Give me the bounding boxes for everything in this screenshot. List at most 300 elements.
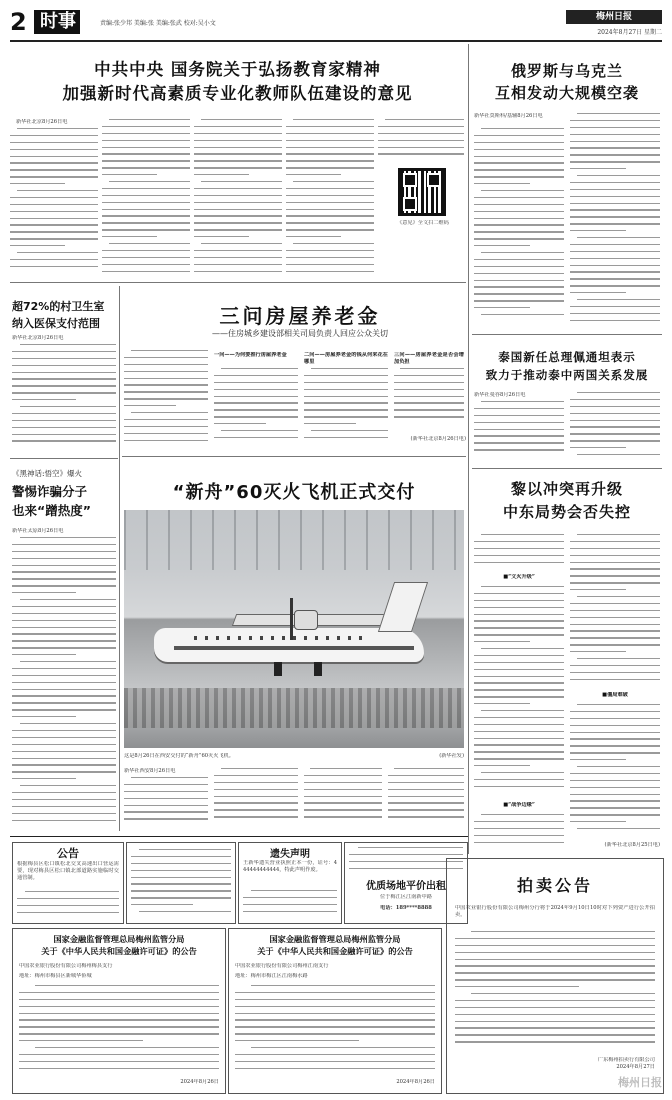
text-line: [474, 562, 564, 563]
text-line: [474, 286, 564, 287]
auction-body-lines: [455, 931, 655, 1051]
housing-source: (新华社北京8月26日电): [410, 436, 466, 442]
text-line: [12, 392, 116, 393]
text-line: [474, 655, 564, 656]
text-line: [131, 890, 231, 891]
text-line: [474, 614, 564, 615]
text-line: [221, 368, 298, 369]
text-line: [304, 389, 388, 390]
text-line: [570, 399, 660, 400]
text-line: [12, 351, 116, 352]
editor-credits: 责编:张少邦 美编:张 美编:张武 校对:吴小文: [100, 20, 216, 27]
text-line: [12, 613, 116, 614]
text-line: [194, 188, 282, 189]
text-line: [235, 1040, 359, 1041]
regulator-notice-1: [12, 928, 226, 1094]
text-line: [388, 809, 464, 810]
text-line: [221, 768, 298, 769]
text-line: [102, 153, 190, 154]
text-line: [19, 1033, 219, 1034]
regulator-notice-1-title-line1: 国家金融监督管理总局梅州监管分局: [53, 934, 185, 944]
text-line: [304, 775, 382, 776]
text-line: [304, 796, 382, 797]
text-line: [474, 162, 564, 163]
text-line: [286, 209, 374, 210]
text-line: [17, 912, 119, 913]
text-line: [194, 250, 282, 251]
text-line: [388, 775, 464, 776]
fraud-dateline: 新华社太原8月26日电: [12, 528, 64, 534]
text-line: [474, 696, 564, 697]
regulator-notice-1-address: 地址：梅州市梅县区新城华侨城: [19, 973, 92, 979]
text-line: [474, 662, 564, 663]
text-line: [12, 813, 116, 814]
text-line: [474, 835, 564, 836]
text-line: [455, 1007, 655, 1008]
text-line: [570, 711, 660, 712]
text-line: [570, 147, 660, 148]
text-line: [474, 142, 564, 143]
thai-headline-line1: 泰国新任总理佩通坦表示: [498, 350, 636, 364]
text-line: [194, 140, 282, 141]
housing-title: 三问房屋养老金: [219, 304, 381, 328]
text-line: [102, 257, 190, 258]
text-line: [378, 126, 464, 127]
side1-dateline: 新华社莫斯科/基辅8月26日电: [474, 113, 543, 119]
text-line: [286, 271, 374, 272]
text-line: [20, 785, 116, 786]
thai-body-col1: [474, 401, 564, 461]
text-line: [570, 306, 660, 307]
text-line: [474, 449, 564, 450]
text-line: [10, 156, 98, 157]
text-line: [10, 224, 98, 225]
text-line: [10, 149, 98, 150]
text-line: [102, 215, 190, 216]
text-line: [10, 259, 98, 260]
text-line: [304, 396, 388, 397]
text-line: [570, 738, 660, 739]
text-line: [455, 1000, 655, 1001]
text-line: [577, 237, 660, 238]
housing-subtitle: ——住房城乡建设部相关司局负责人回应公众关切: [212, 329, 388, 338]
text-line: [12, 764, 116, 765]
text-line: [102, 188, 190, 189]
aircraft-caption: 这是8月26日在西安交付的“新舟”60灭火飞机。: [124, 753, 234, 759]
housing-q3: 三问——房屋养老金是否会增加负担: [394, 352, 464, 365]
text-line: [12, 434, 116, 435]
israel-body-col1c: [474, 814, 564, 850]
text-line: [124, 791, 208, 792]
israel-headline-line1: 黎以冲突再升级: [510, 480, 623, 498]
regulator-notice-1-org: 中国农业银行股份有限公司梅州梅县支行: [19, 963, 113, 969]
text-line: [570, 230, 626, 231]
text-line: [474, 300, 564, 301]
text-line: [124, 405, 176, 406]
text-line: [251, 1047, 435, 1048]
text-line: [286, 188, 374, 189]
text-line: [17, 898, 119, 899]
text-line: [131, 904, 193, 905]
auction-title: 拍卖公告: [516, 876, 593, 895]
text-line: [474, 765, 530, 766]
text-line: [12, 689, 116, 690]
text-line: [194, 264, 282, 265]
fraud-body: [12, 537, 116, 827]
text-line: [400, 368, 464, 369]
text-line: [570, 759, 626, 760]
text-line: [10, 218, 98, 219]
text-line: [20, 599, 116, 600]
text-line: [394, 382, 464, 383]
notice-box: [12, 842, 124, 924]
text-line: [19, 1054, 219, 1055]
text-line: [194, 126, 282, 127]
text-line: [20, 661, 116, 662]
aircraft-body-col3: [304, 768, 382, 829]
israel-headline-line2: 中东局势会否失控: [502, 503, 631, 521]
text-line: [12, 427, 116, 428]
text-line: [394, 416, 464, 417]
paper-logo-text: 梅州日报: [595, 12, 632, 22]
auction-signoff: 广东梅州拍卖行有限公司 2024年8月27日: [597, 1057, 655, 1070]
text-line: [194, 271, 282, 272]
text-line: [455, 1021, 655, 1022]
text-line: [124, 784, 208, 785]
text-line: [570, 168, 626, 169]
text-line: [577, 766, 660, 767]
regulator-notice-2-address: 地址：梅州市梅江区江南梅水路: [235, 973, 308, 979]
regulator-notice-2-lines: [235, 985, 435, 1075]
text-line: [102, 250, 190, 251]
text-line: [20, 537, 116, 538]
text-line: [201, 181, 282, 182]
text-line: [570, 271, 660, 272]
text-line: [235, 999, 435, 1000]
text-line: [286, 264, 374, 265]
text-line: [570, 320, 660, 321]
text-line: [19, 1013, 219, 1014]
text-line: [570, 251, 660, 252]
text-line: [124, 371, 208, 372]
text-line: [570, 624, 660, 625]
lead-body-col5: [378, 119, 464, 163]
israel-subhead-1: ■“文火升级”: [503, 574, 535, 580]
text-line: [12, 620, 116, 621]
text-line: [214, 375, 298, 376]
text-line: [378, 147, 464, 148]
text-line: [109, 181, 190, 182]
text-line: [19, 992, 219, 993]
text-line: [570, 603, 660, 604]
text-line: [471, 993, 655, 994]
hangar-crowd: [124, 688, 464, 728]
text-line: [455, 986, 579, 987]
text-line: [12, 654, 76, 655]
text-line: [570, 244, 660, 245]
text-line: [570, 582, 660, 583]
text-line: [474, 224, 564, 225]
text-line: [570, 161, 660, 162]
text-line: [304, 409, 388, 410]
text-line: [194, 257, 282, 258]
notice-body-lines: [17, 891, 119, 921]
text-line: [235, 1054, 435, 1055]
text-line: [570, 651, 626, 652]
text-line: [286, 236, 341, 237]
text-line: [474, 682, 564, 683]
text-line: [194, 202, 282, 203]
side2-bottom-rule: [10, 458, 118, 459]
text-line: [570, 780, 660, 781]
text-line: [474, 231, 564, 232]
text-line: [474, 738, 564, 739]
text-line: [25, 891, 119, 892]
text-line: [131, 883, 231, 884]
text-line: [124, 818, 208, 819]
text-line: [311, 368, 388, 369]
text-line: [109, 119, 190, 120]
text-line: [286, 140, 374, 141]
text-line: [286, 215, 374, 216]
text-line: [235, 1019, 435, 1020]
text-line: [570, 725, 660, 726]
aircraft-credit: (新华社发): [439, 753, 464, 759]
text-line: [577, 704, 660, 705]
text-line: [214, 816, 298, 817]
text-line: [102, 195, 190, 196]
text-line: [214, 796, 298, 797]
text-line: [10, 142, 98, 143]
text-line: [570, 216, 660, 217]
text-line: [214, 802, 298, 803]
text-line: [570, 313, 660, 314]
text-line: [235, 1033, 435, 1034]
text-line: [304, 402, 388, 403]
text-line: [131, 863, 231, 864]
text-line: [474, 703, 530, 704]
lead-body-col4: [286, 119, 374, 278]
text-line: [570, 189, 660, 190]
text-line: [194, 236, 249, 237]
text-line: [474, 744, 564, 745]
side1-bottom-rule: [472, 334, 662, 335]
text-line: [385, 119, 464, 120]
text-line: [570, 426, 660, 427]
text-line: [474, 669, 564, 670]
text-line: [570, 794, 660, 795]
lead-headline-line1: 中共中央 国务院关于弘扬教育家精神: [94, 60, 381, 79]
text-line: [12, 716, 76, 717]
text-line: [286, 202, 374, 203]
text-line: [214, 409, 298, 410]
text-line: [286, 153, 374, 154]
text-line: [12, 571, 116, 572]
text-line: [19, 1006, 219, 1007]
text-line: [12, 675, 116, 676]
text-line: [20, 723, 116, 724]
text-line: [286, 250, 374, 251]
text-line: [570, 575, 660, 576]
text-line: [35, 985, 219, 986]
text-line: [481, 648, 564, 649]
text-line: [102, 160, 190, 161]
text-line: [10, 169, 98, 170]
text-line: [12, 702, 116, 703]
text-line: [474, 600, 564, 601]
text-line: [474, 717, 564, 718]
text-line: [474, 211, 564, 212]
right-column-divider: [468, 44, 469, 854]
israel-headline: [474, 478, 660, 524]
text-line: [378, 140, 464, 141]
text-line: [12, 751, 116, 752]
text-line: [286, 167, 374, 168]
text-line: [570, 637, 660, 638]
text-line: [570, 665, 660, 666]
text-line: [214, 782, 298, 783]
text-line: [304, 375, 388, 376]
text-line: [194, 167, 282, 168]
text-line: [194, 229, 282, 230]
text-line: [474, 541, 564, 542]
text-line: [251, 890, 337, 891]
text-line: [12, 627, 116, 628]
rental-ad-phone: 电话：189****8888: [380, 905, 432, 911]
lead-body-col1: [10, 128, 98, 278]
aircraft-body-col4: [388, 768, 464, 829]
text-line: [194, 133, 282, 134]
text-line: [102, 167, 190, 168]
text-line: [388, 802, 464, 803]
text-line: [577, 454, 660, 455]
text-line: [124, 398, 208, 399]
text-line: [474, 415, 564, 416]
text-line: [102, 229, 190, 230]
text-line: [286, 147, 374, 148]
text-line: [235, 1013, 435, 1014]
lead-body-col2: [102, 119, 190, 278]
text-line: [194, 222, 282, 223]
paper-logo: [566, 10, 662, 24]
lead-headline-line2: 加强新时代高素质专业化教师队伍建设的意见: [62, 84, 413, 103]
classified-top-rule: [10, 836, 468, 837]
text-line: [124, 357, 208, 358]
text-line: [102, 264, 190, 265]
aircraft-windows: [194, 636, 364, 640]
page-number: 2: [10, 8, 27, 36]
auction-body: 中国农业银行股份有限公司梅州分行将于2024年9月10日10时对下列资产进行公开拍卖。: [455, 905, 655, 918]
israel-credit: (新华社北京8月25日电): [604, 842, 660, 848]
text-line: [194, 153, 282, 154]
text-line: [102, 222, 190, 223]
text-line: [286, 160, 374, 161]
aircraft-body-col2: [214, 768, 298, 829]
text-line: [394, 389, 464, 390]
text-line: [293, 119, 374, 120]
text-line: [455, 1041, 655, 1042]
text-line: [102, 133, 190, 134]
text-line: [474, 280, 564, 281]
text-line: [293, 181, 374, 182]
side1-body-col1: [474, 128, 564, 328]
thai-body-col2: [570, 392, 660, 461]
text-line: [10, 162, 98, 163]
text-line: [474, 779, 564, 780]
housing-body-col4: [394, 368, 464, 430]
text-line: [481, 252, 564, 253]
text-line: [12, 730, 116, 731]
text-line: [139, 911, 231, 912]
thai-dateline: 新华社曼谷8月26日电: [474, 392, 526, 398]
text-line: [10, 231, 98, 232]
text-line: [304, 416, 388, 417]
watermark-logo: [590, 1074, 662, 1092]
israel-body-col2b: [570, 704, 660, 840]
text-line: [12, 551, 116, 552]
text-line: [474, 828, 564, 829]
text-line: [577, 175, 660, 176]
text-line: [304, 809, 382, 810]
text-line: [214, 416, 298, 417]
israel-body-col1b: [474, 586, 564, 798]
text-line: [12, 565, 116, 566]
text-line: [214, 389, 298, 390]
israel-body-col1a: [474, 534, 564, 570]
text-line: [570, 134, 660, 135]
text-line: [577, 596, 660, 597]
text-line: [304, 816, 382, 817]
lost-notice-box: [238, 842, 342, 924]
text-line: [570, 203, 660, 204]
text-line: [474, 183, 530, 184]
side1-headline: [474, 60, 660, 104]
aircraft-headline: “新舟”60灭火飞机正式交付: [172, 482, 416, 503]
text-line: [286, 174, 341, 175]
regulator-notice-1-title-line2: 关于《中华人民共和国金融许可证》的公告: [41, 946, 197, 956]
text-line: [35, 1047, 219, 1048]
text-line: [304, 802, 382, 803]
thai-headline-line2: 致力于推动泰中两国关系发展: [485, 368, 649, 382]
text-line: [124, 440, 208, 441]
text-line: [12, 365, 116, 366]
text-line: [455, 938, 655, 939]
text-line: [394, 409, 464, 410]
aircraft-propeller: [290, 598, 293, 640]
text-line: [570, 718, 660, 719]
text-line: [102, 202, 190, 203]
text-line: [194, 215, 282, 216]
text-line: [10, 211, 98, 212]
text-line: [474, 731, 564, 732]
text-line: [570, 555, 660, 556]
notice-title: 公告: [57, 847, 79, 860]
text-line: [474, 689, 564, 690]
side1-body-col2: [570, 113, 660, 328]
text-line: [12, 358, 116, 359]
text-line: [286, 229, 374, 230]
text-line: [474, 293, 564, 294]
qr-code: [398, 168, 446, 216]
text-line: [570, 141, 660, 142]
text-line: [131, 870, 231, 871]
text-line: [102, 140, 190, 141]
text-line: [474, 149, 564, 150]
text-line: [12, 668, 116, 669]
text-line: [570, 752, 660, 753]
aircraft-photo: [124, 510, 464, 748]
text-line: [12, 558, 116, 559]
